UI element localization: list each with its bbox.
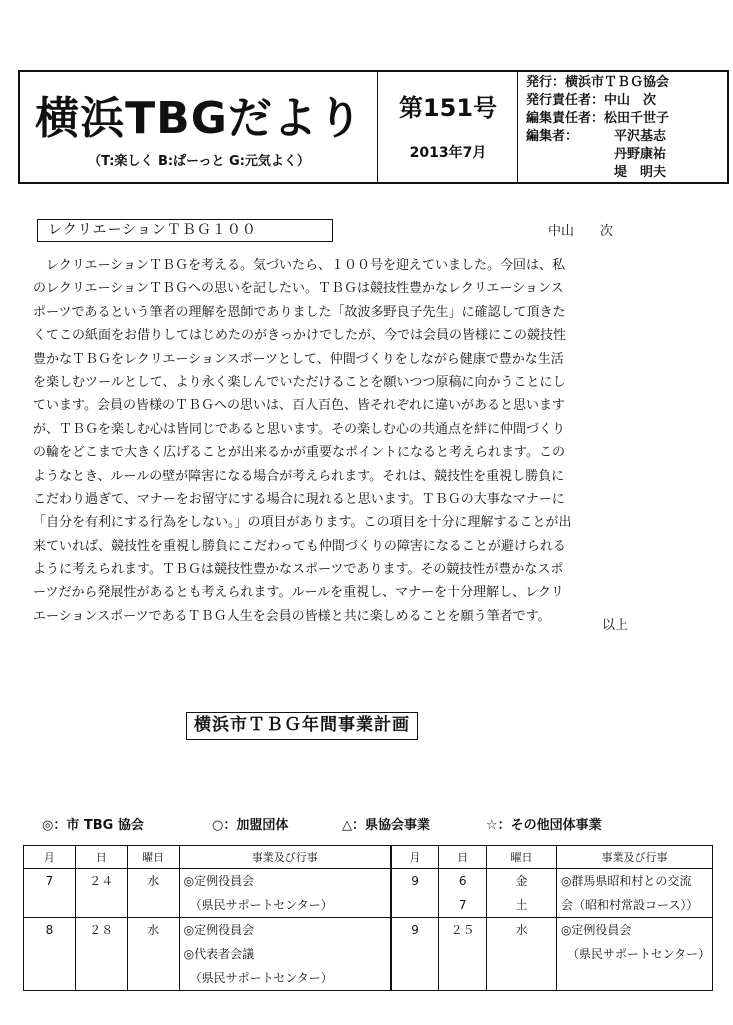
masthead-staff-cell: [518, 72, 727, 182]
day-cell: 6 7: [439, 869, 487, 918]
legend-item: △：県協会事業: [342, 818, 430, 833]
weekday-cell: 水: [127, 869, 179, 918]
column-header: 事業及び行事: [556, 846, 712, 869]
masthead-title-cell: [20, 72, 378, 182]
article-line: くてこの紙面をお借りしてはじめたのがきっかけでしたが、今では会員の皆様にこの競技性: [33, 328, 567, 344]
issue-date: 2013年7月: [409, 145, 487, 161]
article-line: 豊かなＴＢＧをレクリエーションスポーツとして、仲間づくりをしながら健康で豊かな生活: [33, 351, 564, 367]
month-cell: 8: [24, 918, 76, 991]
article-line: ています。会員の皆様のＴＢＧへの思いは、百人百色、皆それぞれに違いがあると思います: [33, 398, 565, 414]
article-line: ように考えられます。ＴＢＧは競技性豊かなスポーツであります。その競技性が豊かなスポ: [33, 562, 564, 578]
article-line: レクリエーションＴＢＧを考える。気づいたら、１００号を迎えていました。今回は、私: [33, 258, 565, 273]
editors-label: 編集者：: [526, 129, 579, 144]
editor-in-chief-line: 編集責任者：松田千世子: [526, 111, 670, 126]
weekday-cell: 金 土: [487, 869, 557, 918]
publisher-line: 発行：横浜市ＴＢＧ協会: [526, 75, 670, 90]
table-row: [24, 869, 713, 918]
editor-name: 丹野康祐: [614, 147, 667, 162]
editor-name: 平沢基志: [614, 129, 667, 144]
article-closing: 以上: [602, 618, 629, 633]
article-line: エーションスポーツであるＴＢＧ人生を会員の皆様と共に楽しめることを願う筆者です。: [33, 608, 551, 624]
day-cell: ２４: [75, 869, 127, 918]
event-cell: ◎定例役員会 （県民サポートセンター）: [556, 918, 712, 991]
newsletter-title: 横浜TBGだより: [35, 93, 363, 144]
issue-number: 第151号: [398, 94, 498, 122]
legend-item: ☆：その他団体事業: [486, 818, 602, 833]
event-cell: ◎定例役員会 （県民サポートセンター）: [179, 869, 391, 918]
masthead-issue-cell: [378, 72, 518, 182]
article-body: [33, 254, 699, 628]
table-row: [24, 918, 713, 991]
article-line: ポーツであるという筆者の理解を恩師でありました「故波多野良子先生」に確認して頂きた: [33, 304, 566, 320]
column-header: 月: [24, 846, 76, 869]
event-cell: ◎群馬県昭和村との交流 会（昭和村常設コース））: [556, 869, 712, 918]
legend-item: ○：加盟団体: [212, 818, 289, 833]
legend-item: ◎：市 TBG 協会: [42, 818, 144, 833]
editor-name: 堤 明夫: [614, 165, 667, 180]
month-cell: 9: [391, 869, 439, 918]
article-line: ーツだから発展性があるとも考えられます。ルールを重視し、マナーを十分理解し、レクリ: [33, 585, 564, 601]
article-line: ようなとき、ルールの壁が障害になる場合が考えられます。それは、競技性を重視し勝負に: [33, 468, 565, 484]
weekday-cell: 水: [487, 918, 557, 991]
newsletter-subtitle: （T:楽しく B:ぱーっと G:元気よく）: [88, 154, 310, 169]
masthead: [18, 70, 729, 184]
day-cell: ２８: [75, 918, 127, 991]
article-line: こだわり過ぎて、マナーをお留守にする場合に現れると思います。ＴＢＧの大事なマナーに: [33, 491, 565, 507]
article-line: が、ＴＢＧを楽しむ心は皆同じであると思います。その楽しむ心の共通点を絆に仲間づくり: [33, 421, 565, 437]
article-line: 来ていれば、競技性を重視し勝負にこだわっても仲間づくりの障害になることが避けられる: [33, 538, 566, 554]
column-header: 月: [391, 846, 439, 869]
column-header: 事業及び行事: [179, 846, 391, 869]
article-heading: レクリエーションＴＢＧ１００: [37, 219, 333, 242]
day-cell: ２５: [439, 918, 487, 991]
month-cell: 9: [391, 918, 439, 991]
article-line: の輪をどこまで大きく広げることが出来るかが重要なポイントになると考えられます。この: [33, 445, 565, 461]
publishing-manager-line: 発行責任者：中山 次: [526, 93, 657, 108]
table-header-row: [24, 846, 713, 869]
schedule-table: [23, 845, 713, 991]
article-line: のレクリエーションＴＢＧへの思いを記したい。ＴＢＧは競技性豊かなレクリエーションス: [33, 281, 564, 297]
article-line: 「自分を有利にする行為をしない。」の項目があります。この項目を十分に理解することが出: [33, 515, 572, 531]
column-header: 曜日: [127, 846, 179, 869]
column-header: 日: [439, 846, 487, 869]
plan-heading: 横浜市ＴＢＧ年間事業計画: [186, 712, 418, 740]
article-line: を楽しむツールとして、より永く楽しんでいただけることを願いつつ原稿に向かうことにし: [33, 374, 566, 390]
event-cell: ◎定例役員会 ◎代表者会議 （県民サポートセンター）: [179, 918, 391, 991]
month-cell: 7: [24, 869, 76, 918]
weekday-cell: 水: [127, 918, 179, 991]
article-author: 中山 次: [548, 224, 614, 239]
column-header: 曜日: [487, 846, 557, 869]
column-header: 日: [75, 846, 127, 869]
